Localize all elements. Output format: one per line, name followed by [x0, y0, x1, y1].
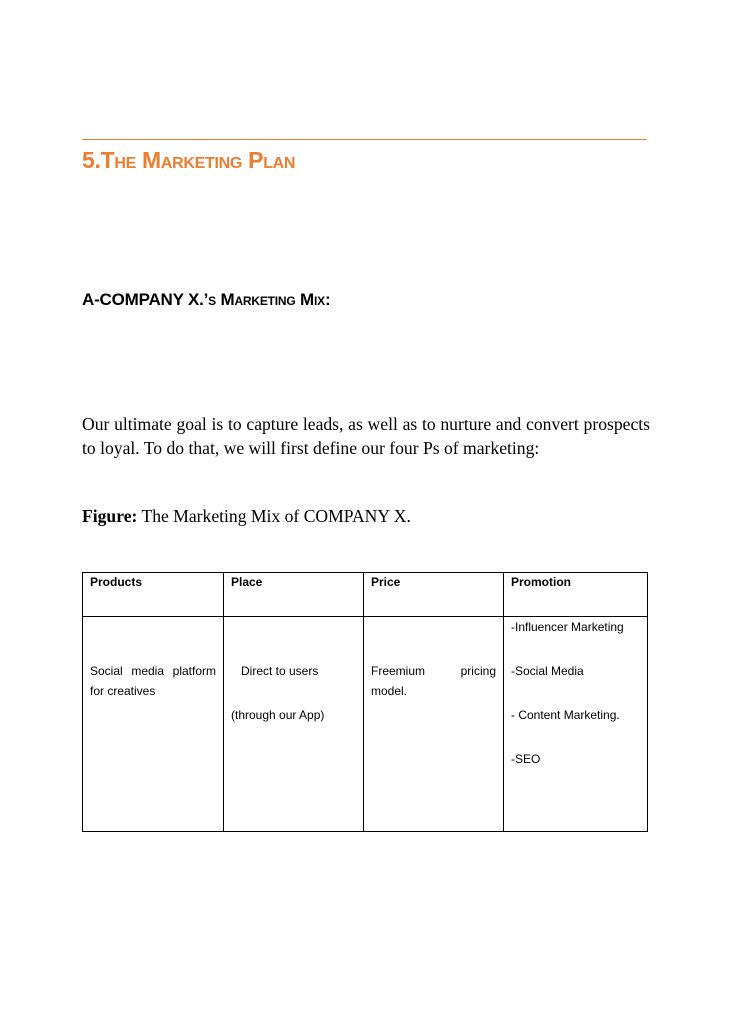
header-promotion: Promotion	[504, 573, 648, 617]
table-header-row	[83, 573, 648, 617]
marketing-mix-table	[82, 572, 648, 832]
promotion-item: - Content Marketing.	[511, 708, 620, 722]
heading-rule	[82, 139, 647, 140]
products-line-2: for creatives	[90, 684, 156, 698]
intro-paragraph: Our ultimate goal is to capture leads, as well as to nurture and convert prospects to loyal. To do that, we will first define our four Ps of marketing:	[82, 414, 650, 458]
figure-caption-text: The Marketing Mix of COMPANY X.	[137, 506, 411, 526]
cell-promotion	[504, 617, 648, 832]
subsection-heading: A-COMPANY X.’s Marketing Mix:	[82, 290, 331, 309]
header-place: Place	[224, 573, 364, 617]
cell-price	[364, 617, 504, 832]
section-heading: 5.The Marketing Plan	[82, 147, 296, 173]
promotion-item: -SEO	[511, 752, 541, 766]
figure-label: Figure:	[82, 506, 138, 526]
header-products: Products	[83, 573, 224, 617]
header-price: Price	[364, 573, 504, 617]
promotion-item: -Influencer Marketing	[511, 620, 624, 634]
price-line-1: Freemium pricing	[371, 664, 496, 678]
figure-caption	[82, 506, 411, 527]
cell-place	[224, 617, 364, 832]
promotion-item: -Social Media	[511, 664, 584, 678]
price-line-2: model.	[371, 684, 408, 698]
cell-products	[83, 617, 224, 832]
products-line-1: Social media platform	[90, 664, 216, 678]
place-line-1: Direct to users	[241, 664, 319, 678]
table-row	[83, 617, 648, 832]
place-line-2: (through our App)	[231, 708, 325, 722]
